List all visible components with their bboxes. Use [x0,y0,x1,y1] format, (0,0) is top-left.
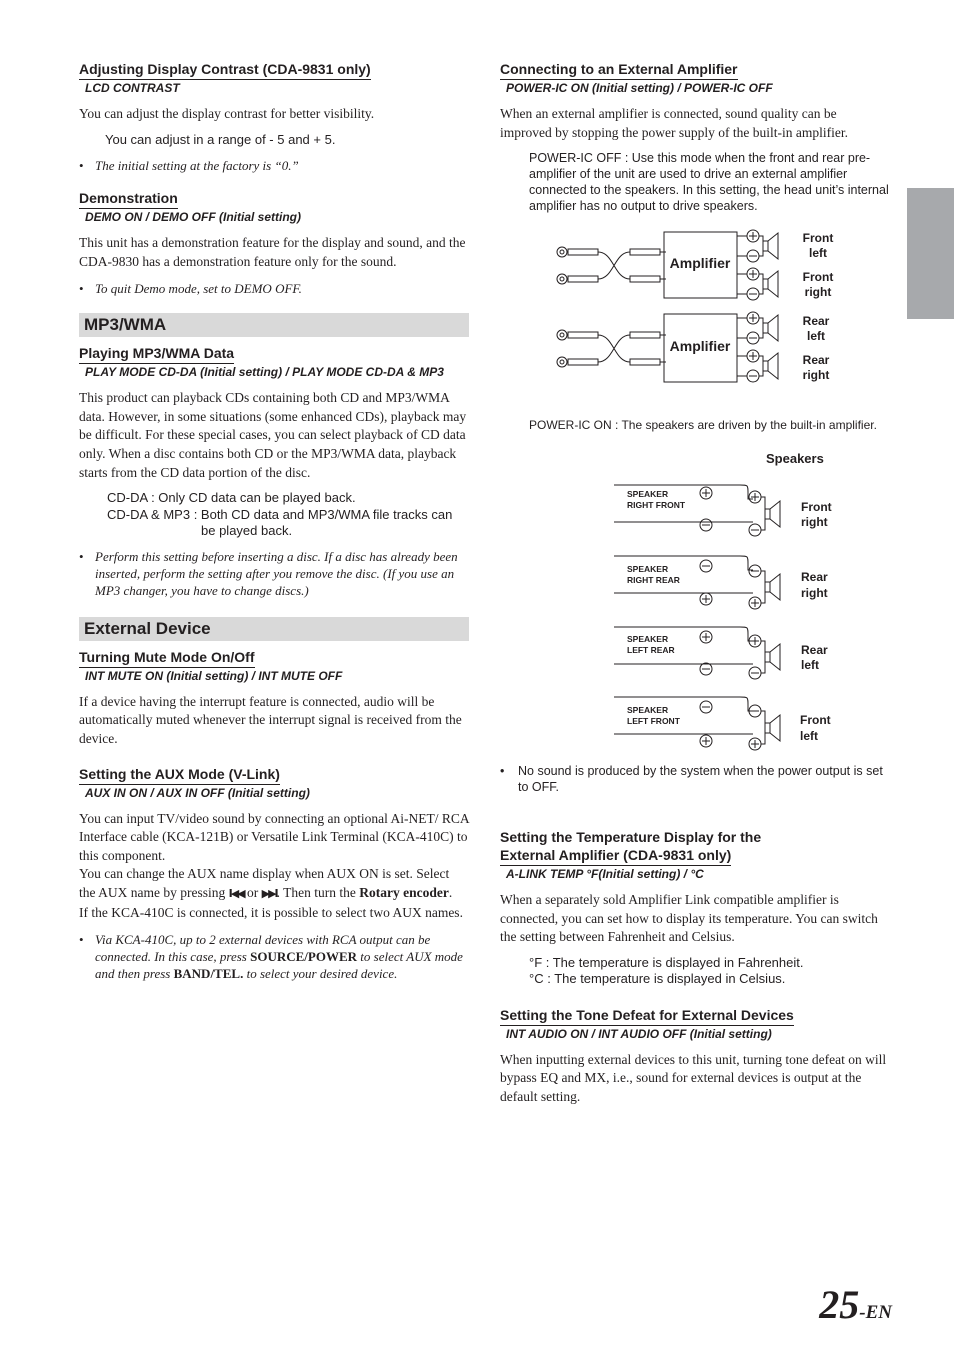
amplifier-label-1: Amplifier [669,255,731,271]
power-output-note: • No sound is produced by the system when the power output is set to OFF. [500,763,890,795]
section-mute [79,649,469,749]
section-aux [79,766,469,983]
side-tab [907,188,954,319]
aux-note-a: Via KCA-410C, up to 2 external devices with RCA output can be connected. In this case, press [95,932,431,965]
spk-rf-2: right [801,515,828,529]
option-cdda-mp3-text: : Both CD data and MP3/WMA file tracks can [190,506,453,522]
speaker-label-front-left-2: left [809,246,827,260]
aux-text-2c: . Then turn the [276,884,360,900]
external-device-section-bar: External Device [79,617,469,641]
section-playing [79,345,469,598]
source-power-label: SOURCE/POWER [250,949,358,965]
spk-lr-1: Rear [801,643,828,657]
prev-track-icon: I◀◀ [228,886,244,900]
temp-heading-2: External Amplifier (CDA-9831 only) [500,847,731,866]
next-track-icon: ▶▶I [261,886,277,900]
speaker-label-front-left-1: Front [802,231,834,245]
speaker-label-rear-left-1: Rear [802,314,830,328]
mp3-section-bar: MP3/WMA [79,313,469,337]
demo-setting: DEMO ON / DEMO OFF (Initial setting) [85,210,301,225]
contrast-text: You can adjust the display contrast for better visibility. [79,106,375,121]
playing-heading: Playing MP3/WMA Data [79,345,234,364]
page-number-value: 25 [819,1282,860,1327]
spk-lf-2: left [800,729,818,743]
right-column-top [500,61,890,214]
contrast-setting: LCD CONTRAST [85,81,180,95]
temp-text: When a separately sold Amplifier Link compatible amplifier is connected, you can set how to display its temperature. You can switch the setting between Fahrenheit and Celsius. [500,892,878,945]
temp-heading-1: Setting the Temperature Display for the [500,829,762,845]
rotary-encoder-label: Rotary encoder [359,884,449,900]
spk-rf-1: Front [801,500,832,514]
power-ic-off-label: POWER-IC OFF [529,151,622,166]
section-demo [79,190,469,297]
playing-note: • Perform this setting before inserting a disc. If a disc has already been inserted, perform the setting after you remove the disc. (If you use an MP3 changer, you have to change discs.) [79,548,469,599]
amplifier-diagram [548,222,848,392]
mute-heading: Turning Mute Mode On/Off [79,649,255,668]
aux-setting: AUX IN ON / AUX IN OFF (Initial setting) [85,785,310,800]
aux-text-2d: . [448,884,453,900]
tone-heading: Setting the Tone Defeat for External Devices [500,1007,794,1026]
right-column-bottom [500,763,890,1107]
conn-rf-2: RIGHT FRONT [627,500,686,510]
temp-celsius: °C : The temperature is displayed in Celsius. [529,971,786,987]
aux-note [79,931,469,982]
speaker-label-front-right-2: right [804,285,832,299]
playing-option-cdda [79,490,469,507]
playing-setting: PLAY MODE CD-DA (Initial setting) / PLAY MODE CD-DA & MP3 [85,365,444,380]
aux-text-2 [79,865,469,903]
section-contrast [79,61,469,174]
speakers-title: Speakers [766,451,824,466]
speakers-diagram [612,448,852,753]
contrast-range: You can adjust in a range of - 5 and + 5. [105,131,336,147]
power-ic-on-text: : The speakers are driven by the built-in amplifier. [611,418,877,432]
playing-option-cdda-mp3-cont: be played back. [201,523,293,539]
option-cdda-label: CD-DA [107,490,148,506]
section-tone [500,1007,890,1107]
power-ic-off [500,150,890,214]
spk-rr-1: Rear [801,570,828,584]
conn-lr-1: SPEAKER [627,634,669,644]
conn-rr-2: RIGHT REAR [627,575,680,585]
speaker-label-rear-right-1: Rear [802,353,830,367]
speaker-label-front-right-1: Front [802,270,834,284]
playing-text: This product can playback CDs containing both CD and MP3/WMA data. However, in some situations (some enhanced CDs), playback may be difficult. For these special cases, you can select playback of CD data only. When a disc contains both CD or the MP3/WMA data, playback starts from the CD data portion of the disc. [79,390,467,480]
conn-lf-2: LEFT FRONT [627,716,680,726]
conn-lr-2: LEFT REAR [627,645,675,655]
spk-lf-1: Front [800,713,831,727]
tone-text: When inputting external devices to this unit, turning tone defeat on will bypass EQ and MX, i.e., sound for external devices is output at the default setting. [500,1051,887,1104]
power-ic-off-text: : Use this mode when the front and rear pre-amplifier of the unit are used to drive an external amplifier connected to the speakers. In this setting, the head unit’s internal amplifier has no output to drive speakers. [529,151,889,214]
power-ic-on [529,418,899,433]
aux-note-c: to select AUX mode and then press [95,949,463,982]
playing-option-cdda-mp3 [79,507,469,524]
spk-lr-2: left [801,658,819,672]
left-column [79,61,469,982]
temp-setting: A-LINK TEMP °F(Initial setting) / °C [506,867,704,881]
mute-text: If a device having the interrupt feature is connected, audio will be automatically muted whenever the interrupt signal is received from the device. [79,693,462,746]
temp-fahrenheit: °F : The temperature is displayed in Fahrenheit. [529,954,804,970]
speaker-label-rear-right-2: right [802,368,830,382]
conn-rr-1: SPEAKER [627,564,669,574]
aux-text-1: You can input TV/video sound by connecting an optional Ai-NET/ RCA Interface cable (KCA-121B) or Versatile Link Terminal (KCA-410C) to this component. [79,810,469,863]
amplifier-label-2: Amplifier [669,338,731,354]
section-temp [500,829,890,988]
speaker-icon [737,230,778,382]
option-cdda-text: : Only CD data can be played back. [147,490,356,506]
contrast-heading: Adjusting Display Contrast (CDA-9831 only) [79,61,371,80]
aux-text-3: If the KCA-410C is connected, it is possible to select two AUX names. [79,904,463,920]
option-cdda-mp3-label: CD-DA & MP3 [107,506,191,522]
tone-setting: INT AUDIO ON / INT AUDIO OFF (Initial setting) [506,1026,772,1041]
demo-text: This unit has a demonstration feature for the display and sound, and the CDA-9830 has a demonstration feature only for the sound. [79,235,466,269]
rca-connector-icon [557,247,567,284]
power-ic-on-label: POWER-IC ON [529,418,612,432]
spk-rr-2: right [801,586,828,600]
amp-text: When an external amplifier is connected, sound quality can be improved by stopping the power supply of the built-in amplifier. [500,106,848,140]
aux-text-2b: or [243,884,262,900]
aux-text-2a: You can change the AUX name display when AUX ON is set. Select the AUX name by pressing [79,866,450,900]
conn-lf-1: SPEAKER [627,705,669,715]
contrast-note: • The initial setting at the factory is “0.” [79,157,469,174]
amp-heading: Connecting to an External Amplifier [500,61,738,80]
demo-note: • To quit Demo mode, set to DEMO OFF. [79,280,469,297]
amp-setting: POWER-IC ON (Initial setting) / POWER-IC OFF [506,81,773,95]
demo-heading: Demonstration [79,190,178,209]
page-number [819,1281,892,1328]
aux-heading: Setting the AUX Mode (V-Link) [79,766,280,785]
speaker-label-rear-left-2: left [807,329,825,343]
conn-rf-1: SPEAKER [627,489,669,499]
aux-note-d: to select your desired device. [243,966,398,982]
band-tel-label: BAND/TEL. [173,966,244,982]
page-number-suffix: -EN [859,1302,892,1323]
mute-setting: INT MUTE ON (Initial setting) / INT MUTE OFF [85,668,343,683]
